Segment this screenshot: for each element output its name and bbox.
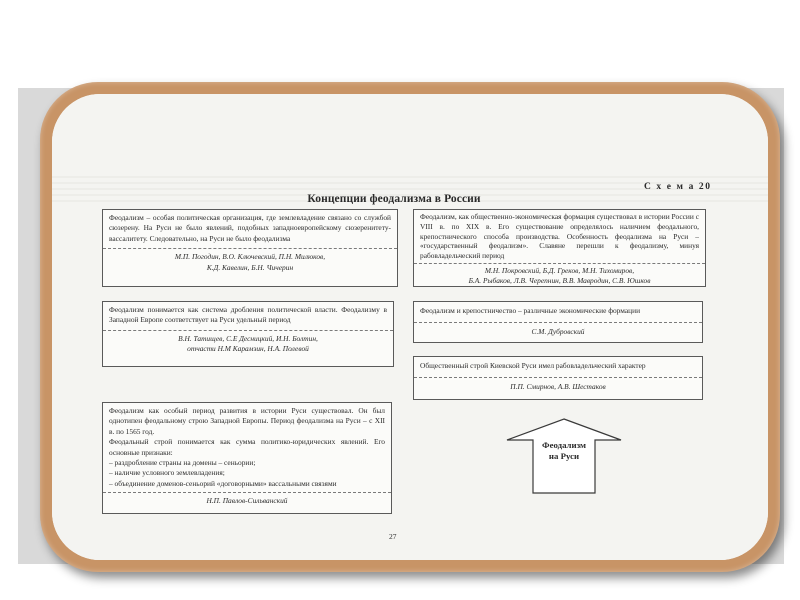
concept-paragraph: Феодальный строй понимается как сумма политико-юридических явлений. Его основные признаки: — [109, 437, 385, 457]
concept-text — [103, 403, 391, 489]
concept-box-dubrovsky — [413, 301, 703, 343]
concept-authors: Н.П. Павлов-Сильванский — [206, 496, 288, 506]
concept-text: Феодализм и крепостничество – различные экономические формации — [420, 306, 641, 315]
concept-text: Феодализм понимается как система дробления политической власти. Феодализму в Западной Европе соответствует на Руси удельный период — [109, 305, 387, 325]
arrow-label — [506, 440, 622, 462]
authors-line: отчасти Н.М Карамзин, Н.А. Полевой — [187, 344, 309, 354]
feature-list — [109, 458, 385, 489]
concept-authors — [414, 264, 705, 289]
authors-line: М.П. Погодин, В.О. Ключевский, П.Н. Милюков, — [174, 252, 326, 262]
concept-box-pogodin — [102, 209, 398, 287]
concept-authors: П.П. Смирнов, А.В. Шестаков — [510, 382, 606, 392]
arrow-label-line: Феодализм — [542, 440, 586, 450]
page-title: Концепции феодализма в России — [307, 193, 481, 205]
schema-label: С х е м а 20 — [644, 182, 712, 192]
concept-paragraph: Феодализм как особый период развития в истории Руси существовал. Он был однотипен феодальному строю Западной Европы. Период феодализма на Руси – с XII в. по 1565 год. — [109, 406, 385, 436]
concept-authors: С.М. Дубровский — [531, 327, 585, 337]
concept-text: Феодализм, как общественно-экономическая формация существовал в истории России с VIII в. по XIX в. Его существование определялось наличием феодального, крепостнического способа производства. Особенность феодализма на Руси – «государственный феодализм». Славяне перешли к феодализму, минуя рабовладельческий период — [420, 212, 699, 261]
concept-box-pavlov — [102, 402, 392, 514]
concept-authors — [103, 331, 393, 357]
concept-authors — [103, 249, 397, 275]
authors-line: Б.А. Рыбаков, Л.В. Черепнин, В.В. Мавродин, С.В. Юшков — [468, 276, 651, 286]
authors-line: В.Н. Татищев, С.Е Десницкий, И.Н. Болтин, — [178, 333, 318, 343]
list-item: – объединение доменов-сеньорий «договорными» вассальными связями — [109, 479, 385, 489]
scanned-page — [52, 94, 768, 560]
concept-box-tatishchev — [102, 301, 394, 367]
list-item: – наличие условного землевладения; — [109, 468, 385, 478]
arrow-label-line: на Руси — [548, 451, 580, 461]
page-number: 27 — [389, 532, 397, 541]
concept-text: Феодализм – особая политическая организация, где землевладение связано со службой сюзерену. На Руси не было явлений, подобных западноевропейскому сюзеренитету-вассалитету. Следовательно, на Руси не было феодализма — [109, 213, 391, 243]
concept-text: Общественный строй Киевской Руси имел рабовладельческий характер — [420, 361, 646, 370]
authors-line: М.Н. Покровский, Б.Д. Греков, М.Н. Тихомиров, — [484, 265, 635, 275]
authors-line: К.Д. Кавелин, Б.Н. Чичерин — [206, 262, 294, 272]
concept-box-pokrovsky — [413, 209, 706, 287]
concept-box-smirnov — [413, 356, 703, 400]
list-item: – раздробление страны на домены – сеньории; — [109, 458, 385, 468]
